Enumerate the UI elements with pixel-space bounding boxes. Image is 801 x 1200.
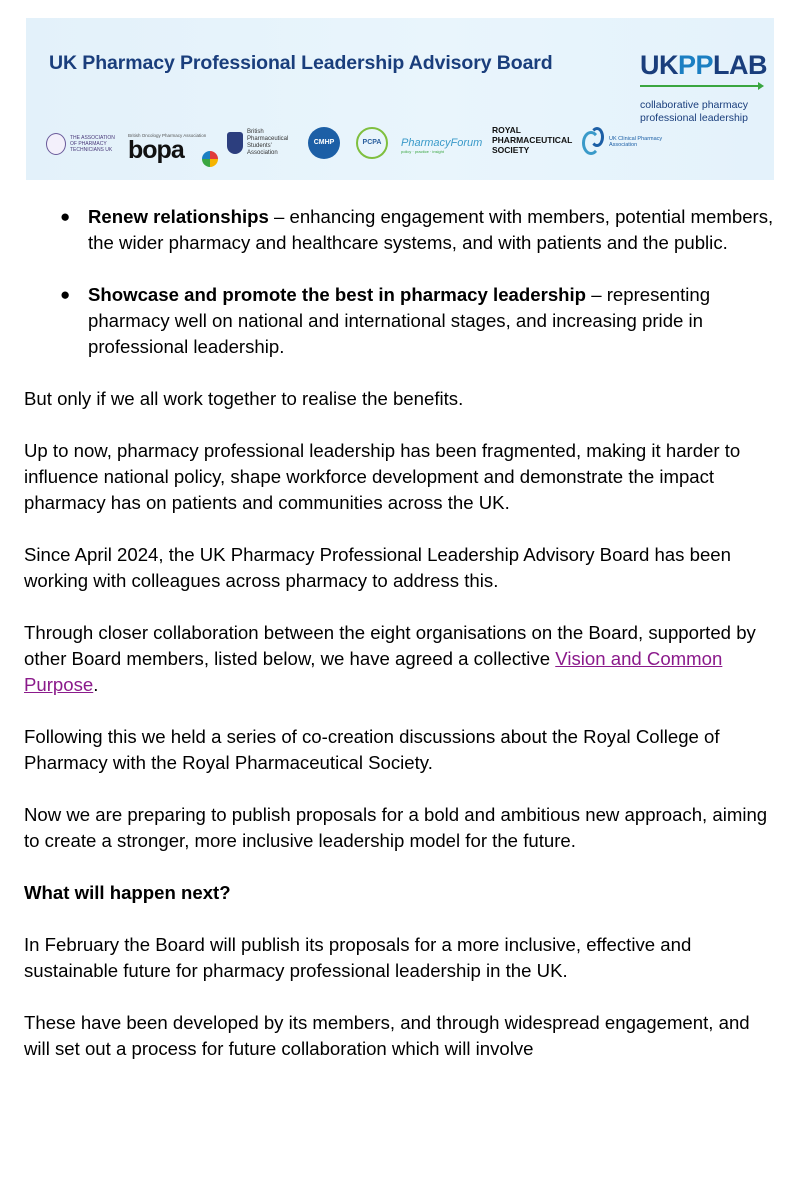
pharmacy-forum-logo: PharmacyForum policy · practice · insight — [401, 137, 483, 154]
paragraph: Through closer collaboration between the eight organisations on the Board, supported by other Board members, listed below, we have agreed a collective Vision and Common Purpose. — [24, 622, 756, 695]
pcpa-logo: PCPA — [356, 127, 388, 159]
article-body — [24, 204, 774, 1088]
bullet-icon: ● — [60, 285, 71, 304]
cmhp-logo: CMHP — [308, 127, 340, 159]
paragraph: Following this we held a series of co-creation discussions about the Royal College of Pharmacy with the Royal Pharmaceutical Society. — [24, 726, 720, 773]
bpsa-logo: British Pharmaceutical Students' Association — [227, 129, 299, 157]
banner-title: UK Pharmacy Professional Leadership Advisory Board — [49, 52, 553, 74]
vision-link[interactable]: Vision and Common Purpose — [24, 648, 723, 695]
ukpplab-logo — [640, 50, 770, 124]
paragraph: Up to now, pharmacy professional leadership has been fragmented, making it harder to influence national policy, shape workforce development and demonstrate the impact pharmacy has on patients and communities across the UK. — [24, 440, 741, 513]
bopa-circle-icon — [202, 151, 218, 167]
paragraph: Since April 2024, the UK Pharmacy Professional Leadership Advisory Board has been working with colleagues across pharmacy to address this. — [24, 544, 731, 591]
paragraph: But only if we all work together to realise the benefits. — [24, 388, 464, 409]
arrow-icon — [640, 82, 766, 90]
ukcpa-mark-icon — [582, 127, 606, 157]
shield-icon — [227, 132, 243, 154]
paragraph: Now we are preparing to publish proposals for a bold and ambitious new approach, aiming to create a stronger, more inclusive leadership model for the future. — [24, 804, 768, 851]
member-logos — [46, 125, 663, 177]
bopa-logo: British Oncology Pharmacy Association bopa — [128, 133, 206, 162]
list-item: ● Showcase and promote the best in pharmacy leadership – representing pharmacy well on national and international stages, and increasing pride in professional leadership. — [60, 284, 711, 357]
benefit-list — [24, 204, 774, 360]
apt-logo: THE ASSOCIATION OF PHARMACY TECHNICIANS UK — [46, 133, 120, 155]
paragraph: In February the Board will publish its proposals for a more inclusive, effective and sustainable future for pharmacy professional leadership in the UK. — [24, 934, 692, 981]
list-item: ● Renew relationships – enhancing engagement with members, potential members, the wider pharmacy and healthcare systems, and with patients and the public. — [60, 206, 774, 253]
crest-icon — [46, 133, 66, 155]
ukpplab-wordmark: UKPPLAB — [640, 50, 768, 80]
paragraph: These have been developed by its members, and through widespread engagement, and will set out a process for future collaboration which will involve — [24, 1012, 750, 1059]
ukpplab-tagline: collaborative pharmacy professional leadership — [640, 99, 748, 124]
bullet-icon: ● — [60, 207, 71, 226]
ukcpa-logo: UK Clinical Pharmacy Association — [582, 127, 667, 157]
header-banner — [26, 18, 774, 180]
rps-logo: ROYAL PHARMACEUTICAL SOCIETY — [492, 125, 573, 155]
section-heading: What will happen next? — [24, 882, 231, 903]
